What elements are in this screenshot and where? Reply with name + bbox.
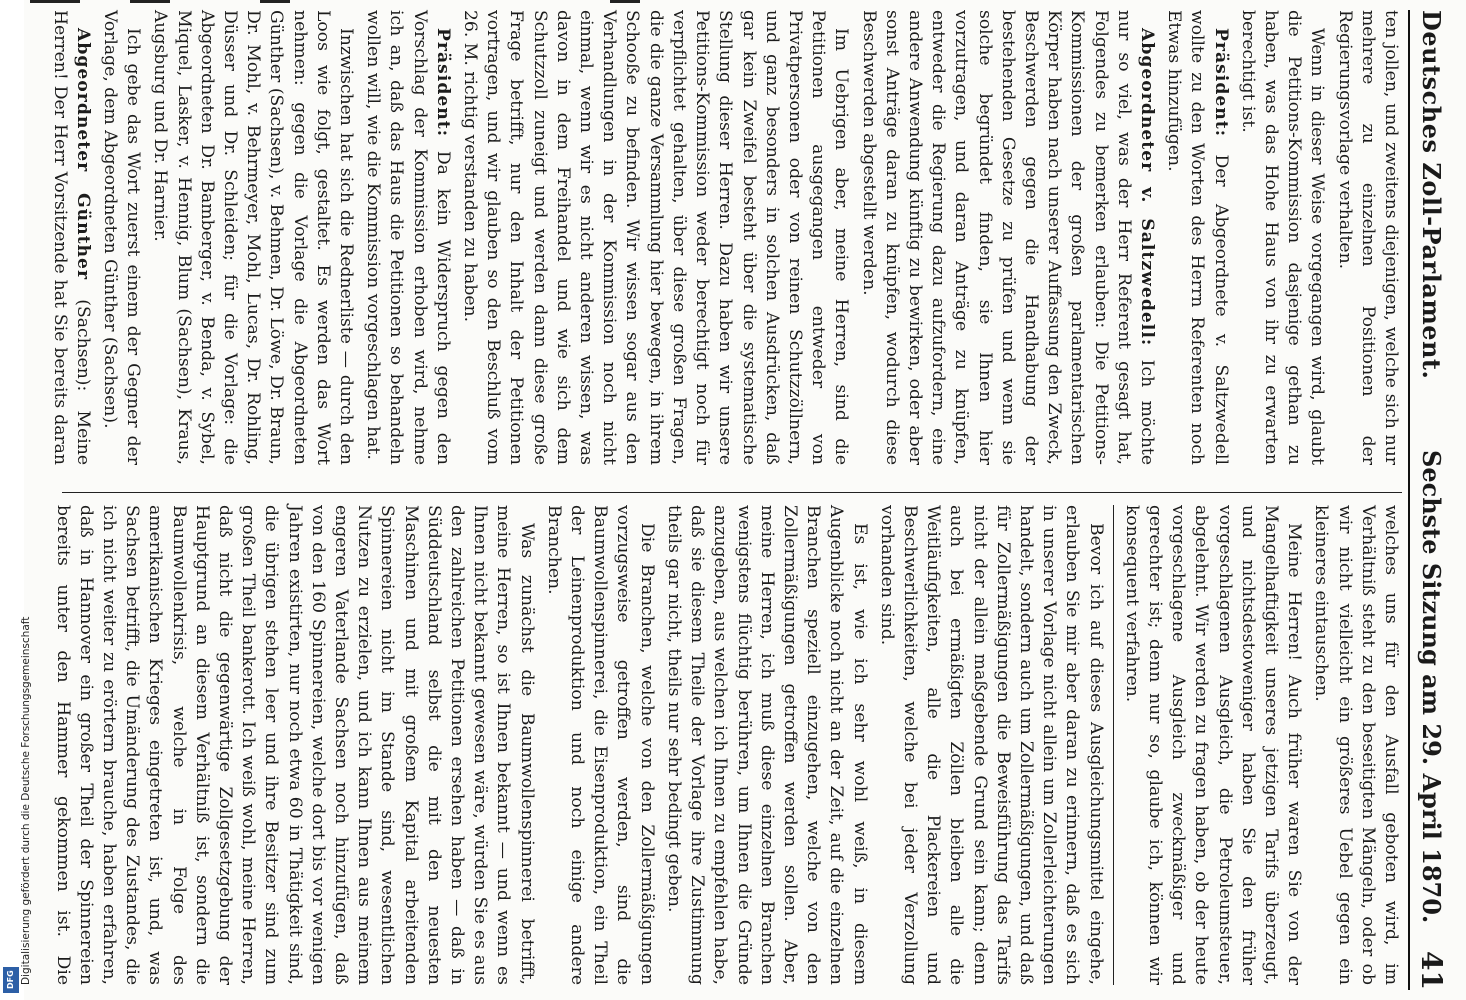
column-two bbox=[52, 505, 1402, 985]
publication-title: Deutsches Zoll-Parlament. bbox=[1417, 10, 1446, 380]
paragraph: ten jollen, und zweitens diejenigen, welche sich nur mehrere zu einzelnen Positionen der Regierungsvorlage verhalten. bbox=[1334, 10, 1401, 465]
speaker-label: Abgeordneter v. Saltzwedell: bbox=[1136, 28, 1157, 347]
digitization-margin-note bbox=[0, 0, 32, 1000]
funding-note-text: Digitalisierung gefördert durch die Deutsche Forschungsgemeinschaft bbox=[20, 616, 32, 985]
speaker-label: Präsident: bbox=[1210, 28, 1231, 138]
paragraph: Es ist, wie ich sehr wohl weiß, in diesem Augenblicke noch nicht an der Zeit, auf die einzelnen Branchen speziell einzugehen, welche von den Zollermäßigungen getroffen werden sollen. Aber, meine Herren, ich muß diese einzelnen Branchen wenigstens flüchtig berühren, um Ihnen die Gründe anzugeben, aus welchen ich Ihnen zu empfehlen habe, daß sie diesem Theile der Vorlage ihre Zustimmung theils gar nicht, theils nur sehr bedingt geben. bbox=[663, 505, 870, 985]
paragraph: Meine Herren! Auch früher waren Sie von der Mangelhaftigkeit unseres jetzigen Tarifs überzeugt, und nichtsdestoweniger haben Sie den früher vorgeschlagenen Ausgleich, die Petroleumsteuer, abgelehnt. Wir werden zu fragen haben, ob der heute vorgeschlagene Ausgleich zweckmäßiger und gerechter ist; denn nur so, glaube ich, können wir konsequent verfahren. bbox=[1121, 505, 1305, 985]
paragraph: Da kein Widerspruch gegen den Vorschlag der Kommission erhoben wird, nehme ich an, daß das Haus die Petitionen so behandeln wollen will, wie die Kommission vorgeschlagen hat. bbox=[363, 10, 453, 465]
rotated-newspaper-page bbox=[48, 0, 1458, 1000]
speaker-label: Abgeordneter Günther bbox=[72, 28, 93, 281]
column-one bbox=[49, 10, 1402, 465]
paragraph: Ich möchte nur so viel, was der Herr Referent gesagt hat, Folgendes zu bemerken erlauben: Die Petitions-Kommissionen der großen parlamentarischen Körper haben nach unserer Auffassung den Zweck, Beschwerden gegen die Handhabung der bestehenden Gesetze zu prüfen und wenn sie solche begründet finden, sie Ihnen hier vorzutragen, und daran Anträge zu knüpfen, entweder die Regierung dazu aufzufordern, eine andere Anwendung künftig zu bewirken, oder aber sonst Anträge daran zu knüpfen, wodurch diese Beschwerden abgestellt werden. bbox=[858, 10, 1157, 465]
paragraph: Ich gebe das Wort zuerst einem der Gegner der Vorlage, dem Abgeordneten Günther (Sachsen). bbox=[100, 10, 144, 465]
paragraph: Der Abgeordnete v. Saltzwedell wollte zu den Worten des Herrn Referenten noch Etwas hinzufügen. bbox=[1164, 10, 1231, 465]
paragraph: Inzwischen hat sich die Rednerliste — durch den Loos wie folgt, gestaltet. Es werden das Wort nehmen: gegen die Vorlage die Abgeordneten Günther (Sachsen), v. Behmen, Dr. Löwe, Dr. Braun, Dr. Mohl, v. Behrmeyer, Mohl, Lucas, Dr. Rohling, Düsser und Dr. Schleiden; für die Vorlage: die Abgeordneten Dr. Bamberger, v. Benda, v. Sybel, Miquel, Lasker, v. Hennig, Blum (Sachsen), Kraus, Augsburg und Dr. Harnier. bbox=[150, 10, 357, 465]
paragraph: Bevor ich auf dieses Ausgleichungsmittel eingehe, erlauben Sie mir aber daran zu erinnern, daß es sich in unserer Vorlage nicht allein um Zollerleichterungen handelt, sondern auch um Zollermäßigungen, und daß für Zollermäßigungen die Beweisführung das Tarifs nicht der allein maßgebende Grund sein kann; denn auch bei ermäßigten Zöllen bleiben alle die Weitläufigkeiten, alle die Plackereien und Beschwerlichkeiten, welche bei jeder Verzollung vorhanden sind. bbox=[876, 505, 1106, 985]
page-number: 41 bbox=[1415, 951, 1448, 990]
paragraph: (Sachsen): Meine Herren! Der Herr Vorsitzende hat Sie bereits daran bbox=[49, 10, 93, 465]
paragraph: Die Branchen, welche von den Zollermäßigungen vorzugsweise getroffen werden, sind die Baumwollenspinnerei, die Eisenproduktion, ein Theil der Leinenproduktion und noch einige andere Branchen. bbox=[543, 505, 657, 985]
page-header bbox=[1408, 10, 1450, 990]
column-divider bbox=[62, 492, 1402, 493]
paragraph: Wenn in dieser Weise vorgegangen wird, glaubt die Petitions-Kommission dasjenige gethan zu haben, was das Hohe Haus von ihr zu erwarten berechtigt ist. bbox=[1237, 10, 1328, 465]
session-date: Sechste Sitzung am 29. April 1870. bbox=[1417, 450, 1446, 924]
speaker-label: Präsident: bbox=[432, 28, 453, 138]
paragraph: Was zunächst die Baumwollenspinnerei betrifft, meine Herren, so ist Ihnen bekannt — und wenn es Ihnen nicht bekannt gewesen wäre, würden Sie es aus den zahlreichen Petitionen ersehen haben — daß in Süddeutschland selbst die mit den neuesten Maschinen und mit großem Kapital arbeitenden Spinnereien nicht im Stande sind, wesentlichen Nutzen zu erzielen, und ich kann Ihnen aus meinem engeren Vaterlande Sachsen noch hinzufügen, daß von den 160 Spinnereien, welche dort bis vor wenigen Jahren existirten, nur noch etwa 60 in Thätigkeit sind, die übrigen stehen leer und ihre Besitzer sind zum großen Theil bankerott. Ich weiß wohl, meine Herren, daß nicht die gegenwärtige Zollgesetzgebung der Hauptgrund an diesem Verhältniß ist, sondern die Baumwollenkrisis, welche in Folge des amerikanischen Krieges eingetreten ist, und, was Sachsen betrifft, die Umänderung des Zustandes, die ich nicht weiter zu erörtern brauche, haben erfahren, daß in Hannover ein großer Theil der Spinnereien bereits unter den Hammer gekommen ist. Die bbox=[52, 505, 537, 985]
paragraph: Im Uebrigen aber, meine Herren, sind die Petitionen ausgegangen entweder von Privatpersonen oder von reinen Schutzzöllnern, und ganz besonders in solchen Ausdrücken, daß gar kein Zweifel besteht über die systematische Stellung dieser Herren. Dazu haben wir unsere Petitions-Kommission weder berechtigt noch für verpflichtet gehalten, über diese großen Fragen, die die ganze Versammlung hier bewegen, in ihrem Schooße zu befinden. Wir wissen sogar aus den Verhandlungen in der Kommission noch nicht einmal, wenn wir es nicht anderen wissen, was davon in dem Freihandel und wie sich dem Schutzzoll zuneigt und werden dann diese große Frage betrifft, nur den Inhalt der Petitionen vortragen, und wir glauben so den Beschluß vom 26. M. richtig verstanden zu haben. bbox=[460, 10, 852, 465]
section-rule bbox=[1113, 505, 1114, 985]
dfg-logo: DFG bbox=[3, 967, 19, 993]
paragraph: welches uns für den Ausfall geboten wird, im Verhältniß steht zu den beseitigten Mängeln, oder ob wir nicht vielleicht ein größeres Uebel gegen ein kleineres eintauschen. bbox=[1311, 505, 1401, 985]
